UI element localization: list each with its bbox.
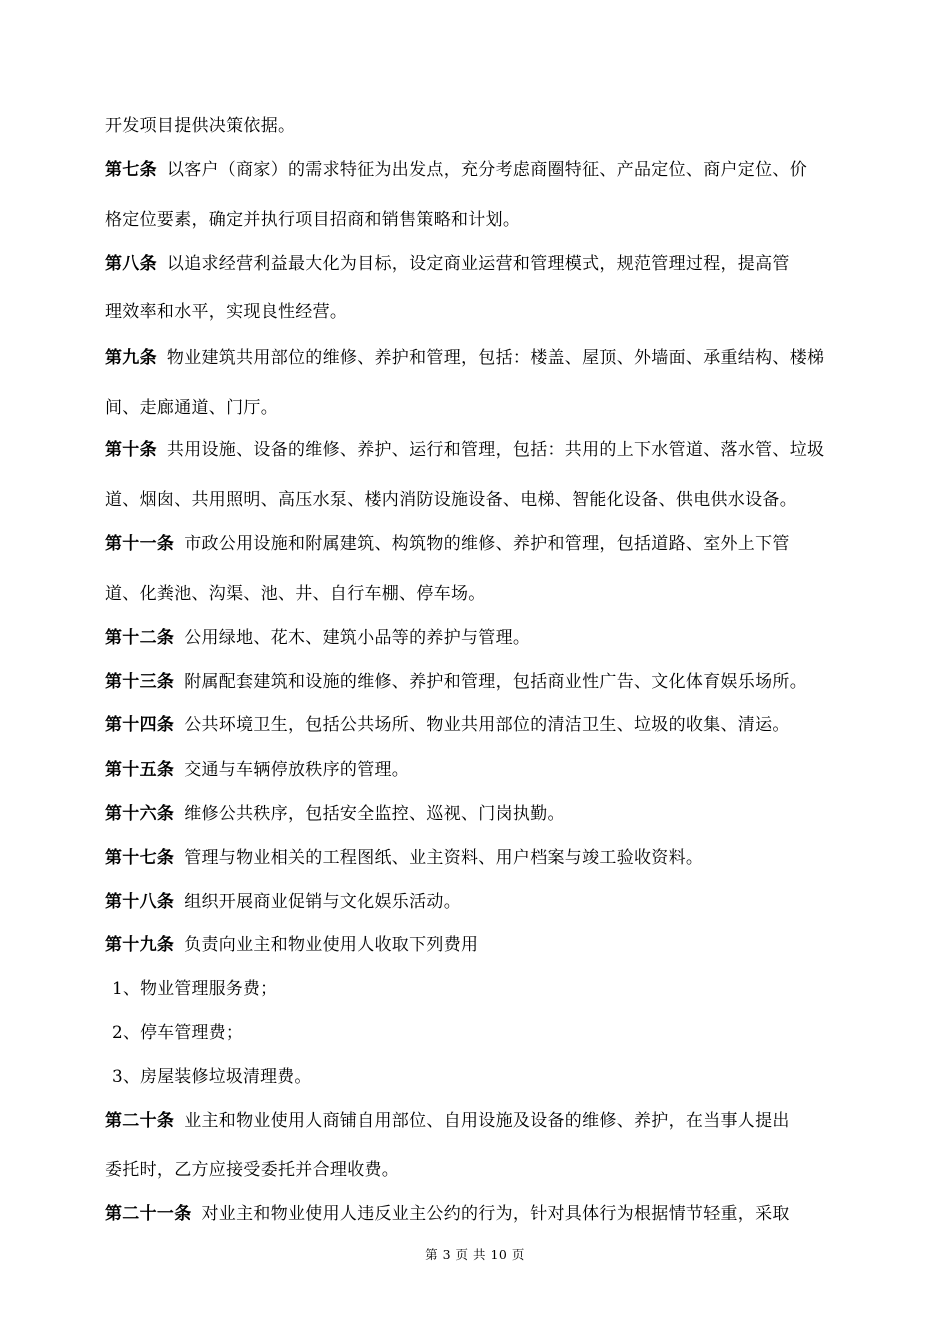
- article-number: 第十五条: [105, 760, 175, 780]
- line-text: 对业主和物业使用人违反业主公约的行为，针对具体行为根据情节轻重，采取: [201, 1204, 790, 1224]
- line-text: 道、烟囱、共用照明、高压水泵、楼内消防设施设备、电梯、智能化设备、供电供水设备。: [105, 490, 797, 510]
- article-number: 第二十条: [105, 1111, 175, 1131]
- line-text: 2、停车管理费；: [112, 1023, 243, 1043]
- line-8: [105, 488, 850, 512]
- line-2: [105, 208, 850, 232]
- article-number: 第十九条: [105, 935, 175, 955]
- line-10: [105, 582, 850, 606]
- line-16: [105, 846, 850, 870]
- line-text: 道、化粪池、沟渠、池、井、自行车棚、停车场。: [105, 584, 486, 604]
- line-text: 公用绿地、花木、建筑小品等的养护与管理。: [184, 628, 531, 648]
- line-text: 3、房屋装修垃圾清理费。: [112, 1067, 312, 1087]
- line-text: 1、物业管理服务费；: [112, 979, 278, 999]
- line-13: [105, 713, 850, 737]
- line-1: [105, 158, 850, 182]
- line-text: 交通与车辆停放秩序的管理。: [184, 760, 410, 780]
- line-6: [105, 396, 850, 420]
- line-text: 理效率和水平，实现良性经营。: [105, 302, 348, 322]
- line-17: [105, 890, 850, 914]
- line-3: [105, 252, 850, 276]
- line-text: 委托时，乙方应接受委托并合理收费。: [105, 1160, 400, 1180]
- article-number: 第十条: [105, 440, 157, 460]
- line-11: [105, 626, 850, 650]
- article-number: 第九条: [105, 348, 157, 368]
- line-9: [105, 532, 850, 556]
- line-4: [105, 300, 850, 324]
- line-19: [112, 977, 850, 1001]
- line-7: [105, 438, 850, 462]
- article-number: 第十六条: [105, 804, 175, 824]
- line-text: 市政公用设施和附属建筑、构筑物的维修、养护和管理，包括道路、室外上下管: [184, 534, 790, 554]
- line-text: 以追求经营利益最大化为目标，设定商业运营和管理模式，规范管理过程，提高管: [166, 254, 790, 274]
- article-number: 第十四条: [105, 715, 175, 735]
- article-number: 第十一条: [105, 534, 175, 554]
- line-text: 开发项目提供决策依据。: [105, 116, 296, 136]
- line-14: [105, 758, 850, 782]
- line-text: 公共环境卫生，包括公共场所、物业共用部位的清洁卫生、垃圾的收集、清运。: [184, 715, 790, 735]
- line-21: [112, 1065, 850, 1089]
- line-0: [105, 114, 850, 138]
- line-18: [105, 933, 850, 957]
- article-number: 第七条: [105, 160, 157, 180]
- line-12: [105, 670, 850, 694]
- article-number: 第十三条: [105, 672, 175, 692]
- line-24: [105, 1202, 850, 1226]
- article-number: 第二十一条: [105, 1204, 192, 1224]
- line-text: 负责向业主和物业使用人收取下列费用: [184, 935, 479, 955]
- line-20: [112, 1021, 850, 1045]
- line-text: 间、走廊通道、门厅。: [105, 398, 278, 418]
- line-text: 维修公共秩序，包括安全监控、巡视、门岗执勤。: [184, 804, 565, 824]
- line-text: 业主和物业使用人商铺自用部位、自用设施及设备的维修、养护，在当事人提出: [184, 1111, 790, 1131]
- line-text: 格定位要素，确定并执行项目招商和销售策略和计划。: [105, 210, 521, 230]
- line-5: [105, 346, 850, 370]
- line-text: 物业建筑共用部位的维修、养护和管理，包括：楼盖、屋顶、外墙面、承重结构、楼梯: [166, 348, 825, 368]
- article-number: 第十七条: [105, 848, 175, 868]
- article-number: 第十八条: [105, 892, 175, 912]
- article-number: 第十二条: [105, 628, 175, 648]
- line-22: [105, 1109, 850, 1133]
- line-text: 附属配套建筑和设施的维修、养护和管理，包括商业性广告、文化体育娱乐场所。: [184, 672, 808, 692]
- line-text: 共用设施、设备的维修、养护、运行和管理，包括：共用的上下水管道、落水管、垃圾: [166, 440, 825, 460]
- line-text: 组织开展商业促销与文化娱乐活动。: [184, 892, 462, 912]
- page-footer: 第 3 页 共 10 页: [425, 1247, 525, 1262]
- line-23: [105, 1158, 850, 1182]
- line-text: 管理与物业相关的工程图纸、业主资料、用户档案与竣工验收资料。: [184, 848, 704, 868]
- article-number: 第八条: [105, 254, 157, 274]
- line-15: [105, 802, 850, 826]
- line-text: 以客户（商家）的需求特征为出发点，充分考虑商圈特征、产品定位、商户定位、价: [166, 160, 808, 180]
